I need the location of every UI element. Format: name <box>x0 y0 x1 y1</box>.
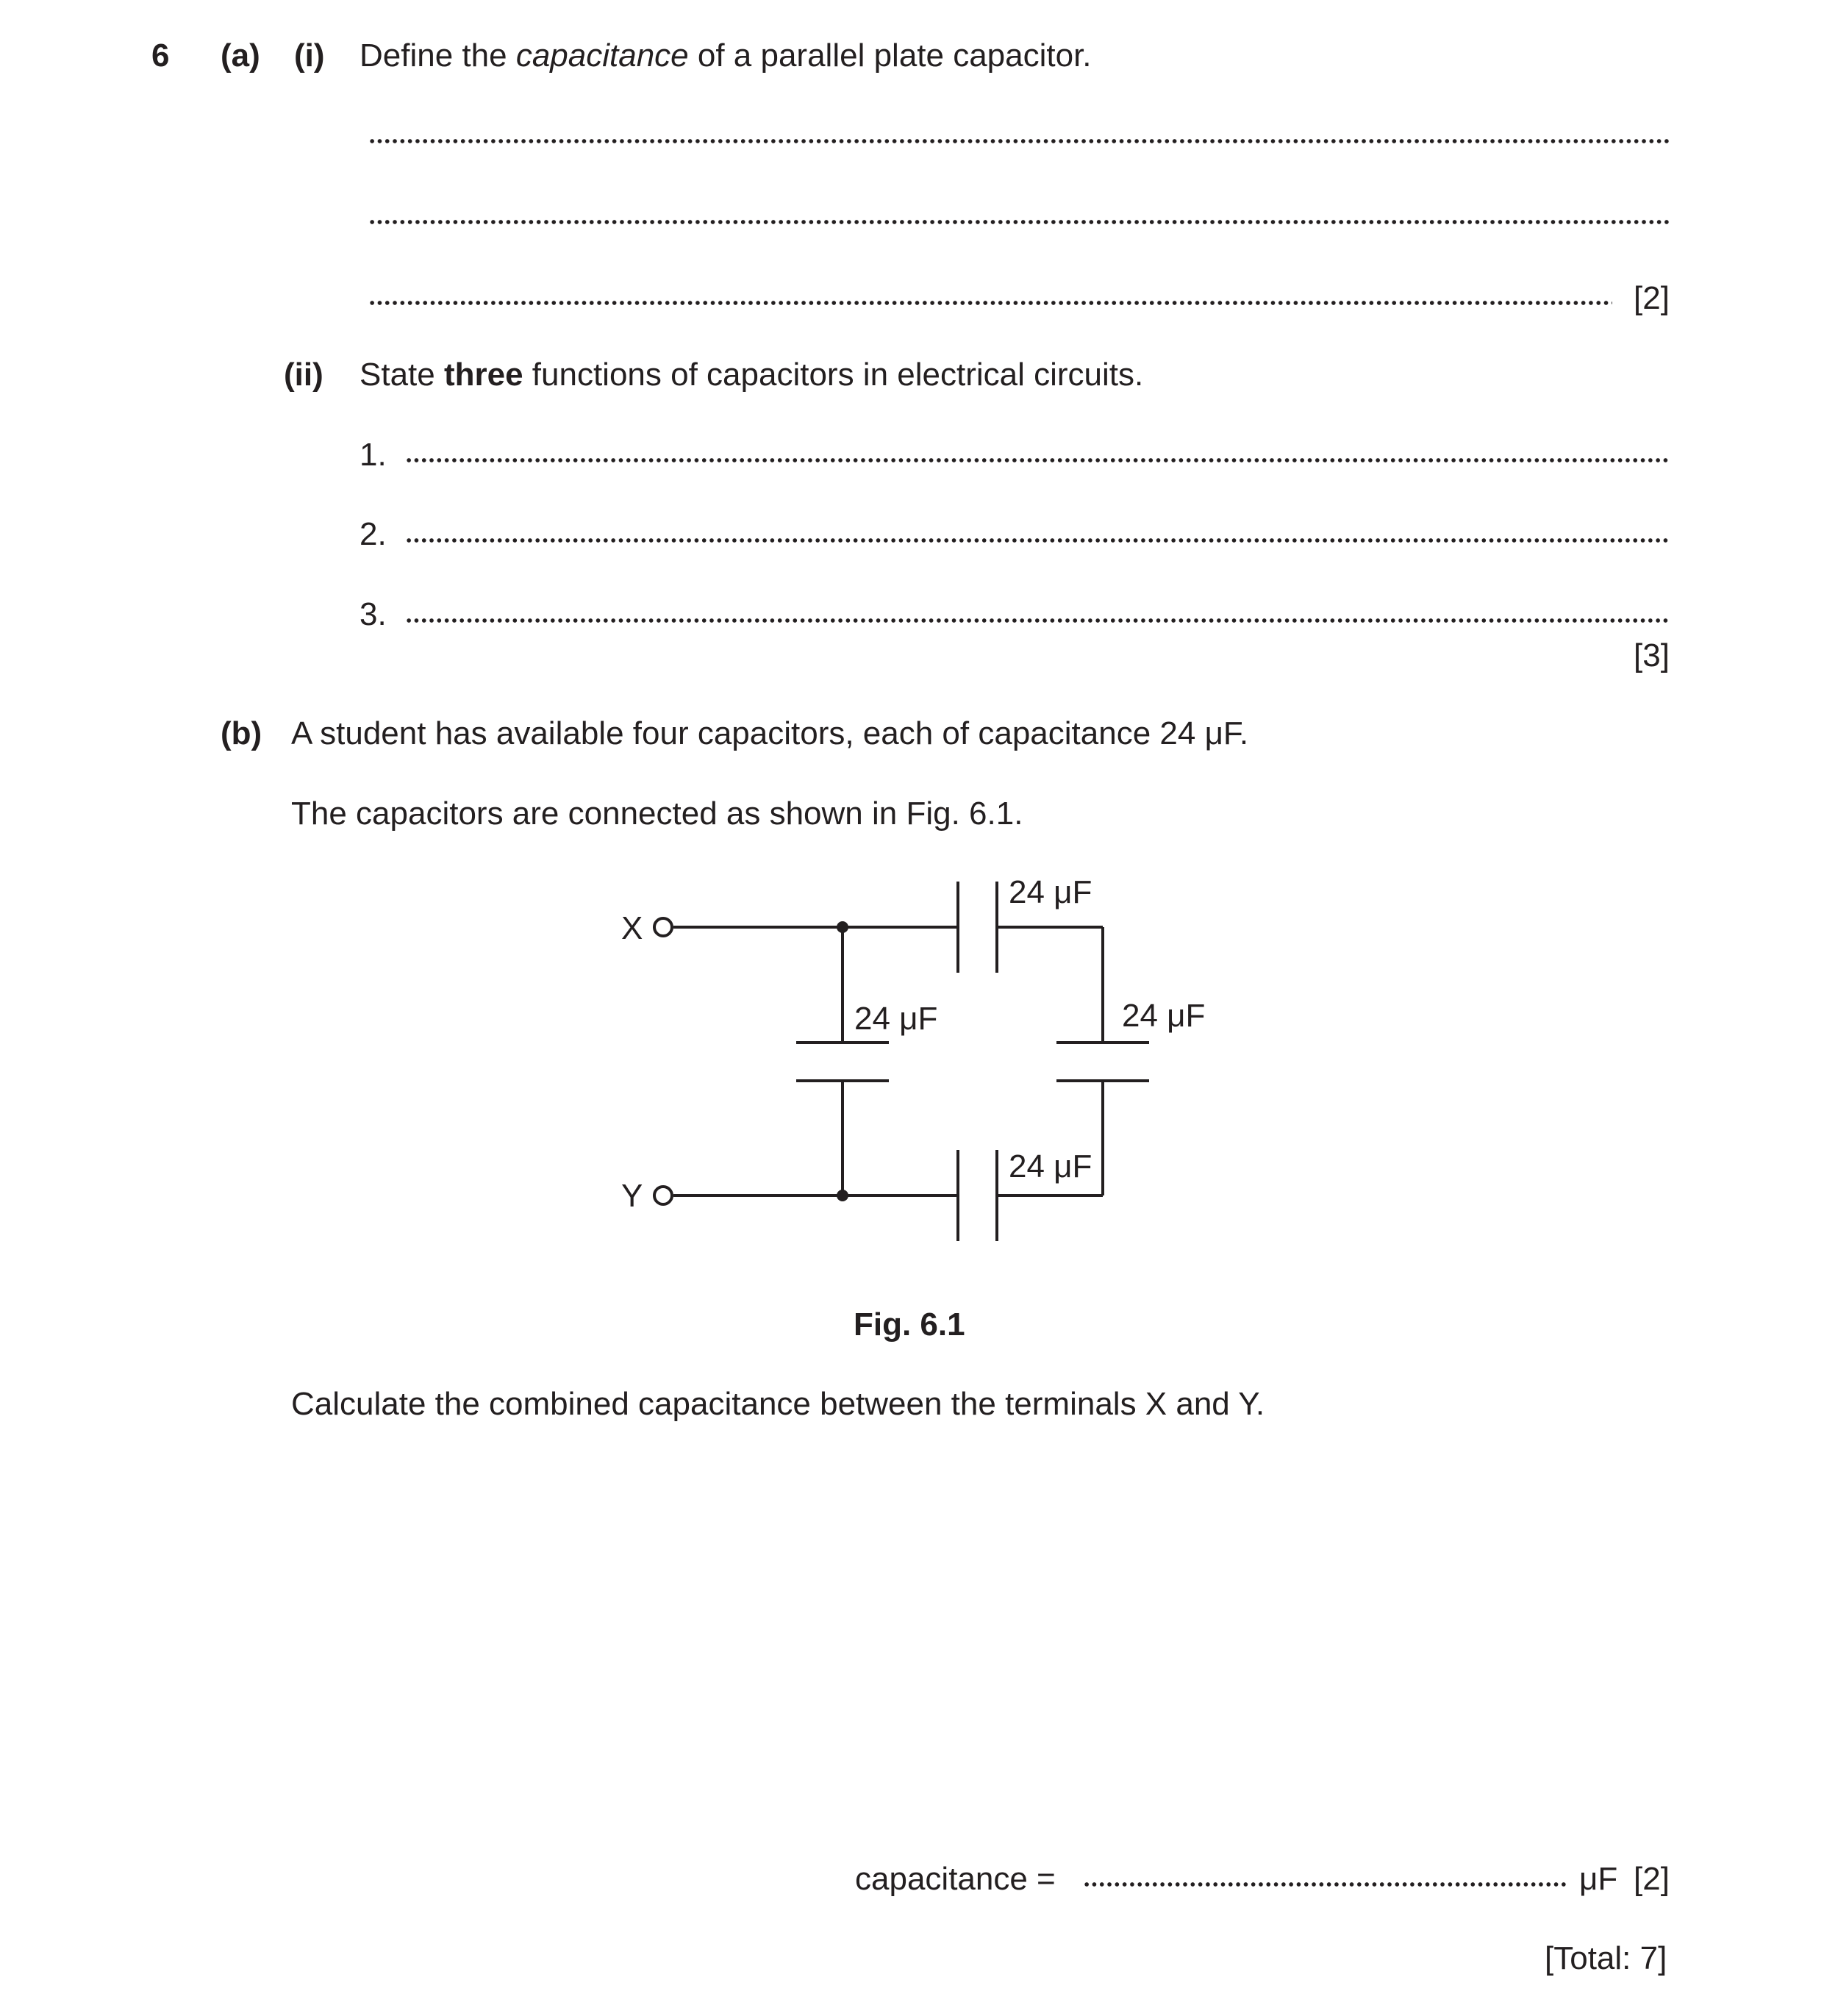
capacitance-term: capacitance <box>515 37 689 74</box>
terminal-y-icon <box>654 1187 672 1204</box>
capacitor-right-label: 24 μF <box>1122 998 1206 1034</box>
junction-bottom-dot <box>837 1190 848 1201</box>
capacitor-top-label: 24 μF <box>1009 874 1092 910</box>
terminal-y-label: Y <box>621 1178 643 1214</box>
total-marks: [Total: 7] <box>1545 1940 1667 1976</box>
marks-b: [2] <box>1634 1861 1670 1897</box>
figure-caption: Fig. 6.1 <box>854 1307 965 1343</box>
part-a-i-label: (i) <box>294 37 325 74</box>
answer-label: capacitance = <box>855 1861 1056 1897</box>
part-a-i-question: Define the capacitance of a parallel plate capacitor. <box>360 37 1092 74</box>
capacitor-left-label: 24 μF <box>854 1001 938 1037</box>
answer-unit: μF <box>1579 1861 1618 1897</box>
three-term: three <box>443 357 523 393</box>
part-b-line-1: A student has available four capacitors, each of capacitance 24 μF. <box>291 715 1249 751</box>
part-b-label: (b) <box>221 715 262 751</box>
capacitor-bottom-label: 24 μF <box>1009 1148 1092 1184</box>
function-item-2-label: 2. <box>360 516 387 552</box>
function-item-1-label: 1. <box>360 437 387 473</box>
part-a-ii-label: (ii) <box>284 357 323 393</box>
part-a-ii-question: State three functions of capacitors in electrical circuits. <box>360 357 1144 393</box>
part-b-line-2: The capacitors are connected as shown in Fig. 6.1. <box>291 796 1023 832</box>
marks-a-ii: [3] <box>1634 637 1670 673</box>
capacitance-answer-field[interactable] <box>1083 1882 1568 1887</box>
junction-top-dot <box>837 921 848 933</box>
function-item-3-label: 3. <box>360 596 387 632</box>
part-a-label: (a) <box>221 37 260 74</box>
question-number: 6 <box>151 37 170 74</box>
terminal-x-label: X <box>621 910 643 946</box>
part-b-instruction: Calculate the combined capacitance between the terminals X and Y. <box>291 1386 1265 1422</box>
marks-a-i: [2] <box>1634 280 1670 316</box>
terminal-x-icon <box>654 918 672 936</box>
